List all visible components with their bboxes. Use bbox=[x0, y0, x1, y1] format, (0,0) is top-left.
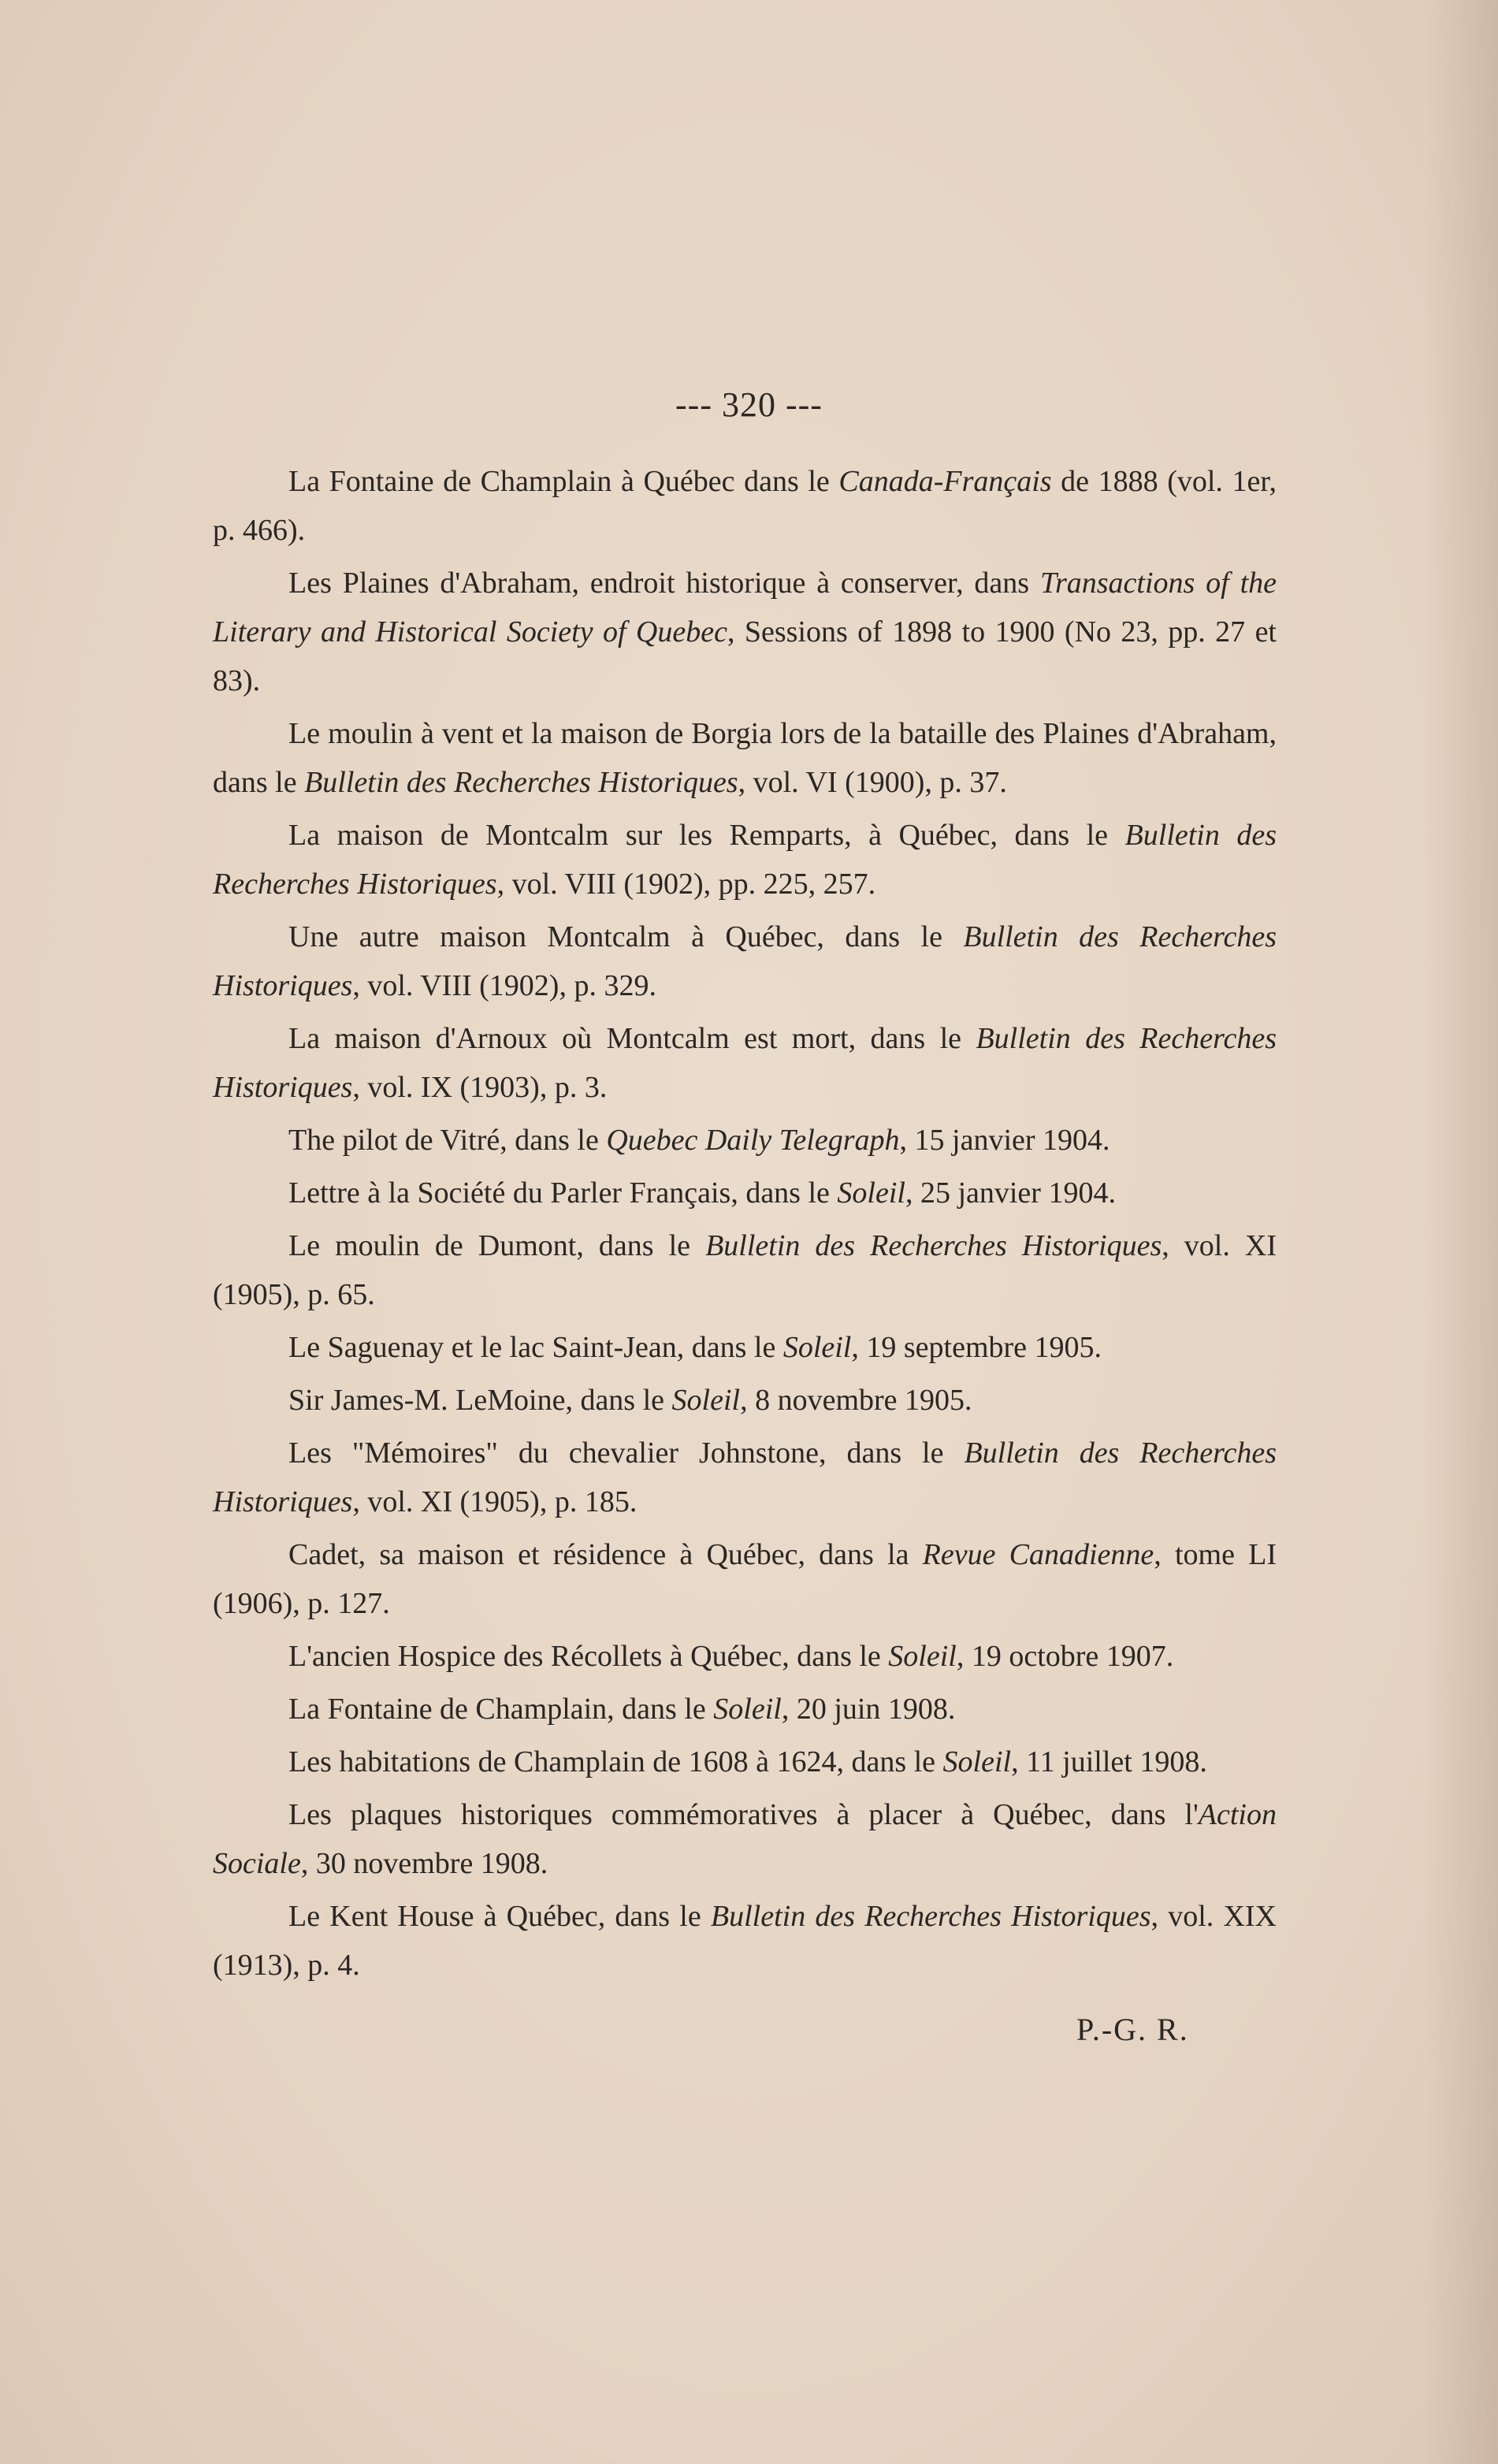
entry-details: , Sessions of 1898 to 1900 (No 23, pp. 27 et 83). bbox=[213, 615, 1277, 697]
entry-details: , 15 janvier 1904. bbox=[899, 1124, 1110, 1157]
bibliography-entry bbox=[213, 1790, 1277, 1888]
bibliography-entry bbox=[213, 912, 1277, 1010]
entry-text: Le Saguenay et le lac Saint-Jean, dans le bbox=[288, 1331, 783, 1364]
entry-text: Les habitations de Champlain de 1608 à 1624, dans le bbox=[288, 1745, 943, 1778]
entry-source-title: Bulletin des Recherches Historiques bbox=[705, 1229, 1162, 1262]
entry-source-title: Canada-Français bbox=[838, 465, 1052, 498]
entry-details: , vol. IX (1903), p. 3. bbox=[352, 1071, 608, 1104]
bibliography-entry bbox=[213, 1014, 1277, 1112]
entry-text: Les plaques historiques commémoratives à placer à Québec, dans l' bbox=[288, 1798, 1199, 1831]
bibliography-entry bbox=[213, 1892, 1277, 1990]
entry-text: La Fontaine de Champlain, dans le bbox=[288, 1693, 714, 1726]
entry-source-title: Bulletin des Recherches Historiques bbox=[213, 819, 1277, 901]
entry-text: Sir James-M. LeMoine, dans le bbox=[288, 1384, 672, 1417]
entry-source-title: Quebec Daily Telegraph bbox=[606, 1124, 900, 1157]
entry-source-title: Bulletin des Recherches Historiques bbox=[213, 1436, 1277, 1518]
entry-details: , vol. XI (1905), p. 185. bbox=[352, 1485, 637, 1518]
entry-details: , 11 juillet 1908. bbox=[1011, 1745, 1207, 1778]
bibliography-entry bbox=[213, 1169, 1277, 1217]
entry-details: , 30 novembre 1908. bbox=[300, 1847, 548, 1880]
entry-text: La Fontaine de Champlain à Québec dans le bbox=[288, 465, 839, 498]
bibliography-entry bbox=[213, 457, 1277, 555]
entry-text: Le Kent House à Québec, dans le bbox=[288, 1900, 711, 1933]
entry-text: La maison d'Arnoux où Montcalm est mort, dans le bbox=[288, 1022, 976, 1055]
entry-text: Les "Mémoires" du chevalier Johnstone, dans le bbox=[288, 1436, 965, 1470]
entry-source-title: Soleil bbox=[782, 1331, 852, 1364]
entry-text: La maison de Montcalm sur les Remparts, à Québec, dans le bbox=[288, 819, 1125, 852]
bibliography-entry bbox=[213, 1530, 1277, 1628]
entry-source-title: Bulletin des Recherches Historiques bbox=[710, 1900, 1151, 1933]
bibliography-entry bbox=[213, 1116, 1277, 1165]
entry-details: , 25 janvier 1904. bbox=[905, 1176, 1116, 1210]
entry-source-title: Bulletin des Recherches Historiques bbox=[304, 766, 738, 799]
entry-details: , 19 septembre 1905. bbox=[851, 1331, 1102, 1364]
bibliography-entry bbox=[213, 709, 1277, 807]
bibliography-entry bbox=[213, 1221, 1277, 1319]
entry-details: , 19 octobre 1907. bbox=[956, 1640, 1174, 1673]
entry-text: Cadet, sa maison et résidence à Québec, dans la bbox=[288, 1538, 923, 1571]
entry-text: L'ancien Hospice des Récollets à Québec, dans le bbox=[288, 1640, 889, 1673]
entry-details: , vol. VIII (1902), p. 329. bbox=[352, 969, 656, 1002]
bibliography-entry bbox=[213, 1376, 1277, 1425]
entry-details: , vol. VIII (1902), pp. 225, 257. bbox=[496, 868, 876, 901]
entry-details: , tome LI (1906), p. 127. bbox=[213, 1538, 1277, 1620]
entry-source-title: Soleil bbox=[837, 1176, 905, 1210]
page-number: --- 320 --- bbox=[675, 385, 823, 424]
entry-text: Une autre maison Montcalm à Québec, dans le bbox=[288, 920, 964, 953]
author-signature: P.-G. R. bbox=[1076, 2012, 1189, 2047]
entry-text: Les Plaines d'Abraham, endroit historique à conserver, dans bbox=[288, 567, 1040, 600]
bibliography-entry bbox=[213, 1632, 1277, 1681]
entry-source-title: Soleil bbox=[713, 1693, 782, 1726]
entry-text: Le moulin de Dumont, dans le bbox=[288, 1229, 706, 1262]
entry-text: Lettre à la Société du Parler Français, dans le bbox=[288, 1176, 838, 1210]
entry-details: , vol. XIX (1913), p. 4. bbox=[213, 1900, 1277, 1982]
bibliography-entry bbox=[213, 1323, 1277, 1372]
entry-source-title: Action Sociale bbox=[213, 1798, 1277, 1880]
entry-source-title: Transactions of the Literary and Historical Society of Quebec bbox=[213, 567, 1277, 649]
bibliography-entry bbox=[213, 1685, 1277, 1734]
bibliography-entry bbox=[213, 559, 1277, 705]
entry-source-title: Revue Canadienne bbox=[922, 1538, 1154, 1571]
entry-text: The pilot de Vitré, dans le bbox=[288, 1124, 607, 1157]
entry-source-title: Bulletin des Recherches Historiques bbox=[213, 920, 1277, 1002]
entry-details: , vol. VI (1900), p. 37. bbox=[738, 766, 1007, 799]
bibliography-entry bbox=[213, 1429, 1277, 1526]
entry-details: de 1888 (vol. 1er, p. 466). bbox=[213, 465, 1277, 547]
entry-details: , 20 juin 1908. bbox=[781, 1693, 956, 1726]
entry-details: , 8 novembre 1905. bbox=[740, 1384, 972, 1417]
entry-source-title: Soleil bbox=[888, 1640, 957, 1673]
bibliography-entry bbox=[213, 1737, 1277, 1786]
bibliography-entry bbox=[213, 811, 1277, 909]
entry-source-title: Soleil bbox=[942, 1745, 1012, 1778]
entry-text: Le moulin à vent et la maison de Borgia lors de la bataille des Plaines d'Abraham, dans le bbox=[213, 717, 1277, 799]
bibliography-list bbox=[213, 457, 1277, 1994]
entry-source-title: Soleil bbox=[671, 1384, 741, 1417]
entry-source-title: Bulletin des Recherches Historiques bbox=[213, 1022, 1277, 1104]
entry-details: , vol. XI (1905), p. 65. bbox=[213, 1229, 1277, 1311]
